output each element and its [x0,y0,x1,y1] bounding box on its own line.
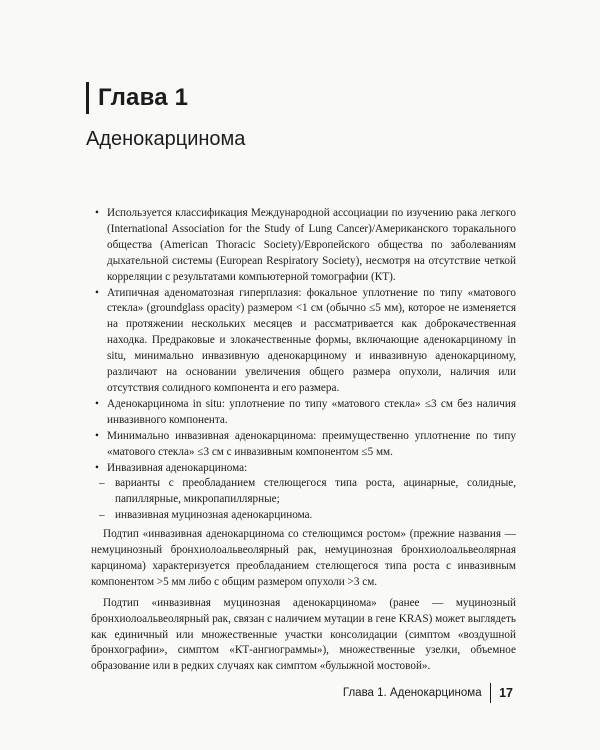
bullet-text: Аденокарцинома in situ: уплотнение по типу «матового стекла» ≤3 см без наличия инвазивного компонента. [107,397,516,426]
bullet-text: Инвазивная аденокарцинома: [107,461,248,474]
bullet-text: Минимально инвазивная аденокарцинома: преимущественно уплотнение по типу «матового стекла» ≤3 см с инвазивным компонентом ≤5 мм. [107,429,516,458]
body-text [91,206,516,675]
bullet-icon: • [95,286,99,299]
sub-item [91,476,516,508]
bullet-icon: • [95,207,99,219]
bullet-item [91,461,516,477]
chapter-title: Глава 1 [98,84,189,111]
sub-item-text: варианты с преобладанием стелющегося типа роста, ацинарные, солидные, папиллярные, микропапиллярные; [115,477,516,506]
dash-icon: – [99,477,105,490]
bullet-item [91,206,516,286]
page-footer [343,683,513,703]
sub-item [91,508,516,524]
bullet-icon: • [95,397,99,410]
bullet-text: Атипичная аденоматозная гиперплазия: фокальное уплотнение по типу «матового стекла» (groundglass opacity) размером <1 см (обычно ≤5 мм), которое не изменяется на протяжении нескольких месяцев и рассматривается как доброкачественная находка. Предраковые и злокачественные формы, включающие аденокарциному in situ, минимально инвазивную аденокарциному и инвазивную аденокарциному, различают на основании увеличения общего размера опухоли, наличия или отсутствия солидного компонента и его размера. [107,286,516,394]
chapter-header [86,82,188,114]
bullet-icon: • [95,429,99,442]
bullet-text: Используется классификация Международной ассоциации по изучению рака легкого (International Association for the Study of Lung Cancer)/Американского торакального общества (American Thoracic Society)/Европейского общества по заболеваниям дыхательной системы (European Respiratory Society), несмотря на отсутствие четкой корреляции с результатами компьютерной томографии (КТ). [107,207,516,283]
paragraph: Подтип «инвазивная аденокарцинома со стелющимся ростом» (прежние названия — немуцинозный бронхиолоальвеолярный рак, немуцинозная бронхиолоальвеолярная карцинома) характеризуется преобладанием стелющегося типа роста с инвазивным компонентом >5 мм либо с общим размером опухоли >3 см. [91,528,516,588]
bullet-icon: • [95,461,99,474]
running-title: Глава 1. Аденокарцинома [342,687,482,699]
dash-icon: – [99,509,105,522]
footer-divider [490,683,492,703]
paragraph: Подтип «инвазивная муцинозная аденокарцинома» (ранее — муцинозный бронхиолоальвеолярный рак, связан с наличием мутации в гене KRAS) может выглядеть как единичный или множественные участки консолидации (симптом «воздушной бронхографии», симптом «КТ-ангиограммы»), множественные узелки, объемное образование или в редких случаях как симптом «булыжной мостовой». [91,596,516,673]
sub-list [91,476,516,524]
bullet-item [91,286,516,397]
bullet-item [91,397,516,429]
bullet-item [91,429,516,461]
chapter-bar [86,82,89,114]
section-title: Аденокарцинома [86,128,246,150]
page-number: 17 [499,686,513,700]
sub-item-text: инвазивная муцинозная аденокарцинома. [115,509,313,522]
bullet-list [91,206,516,476]
